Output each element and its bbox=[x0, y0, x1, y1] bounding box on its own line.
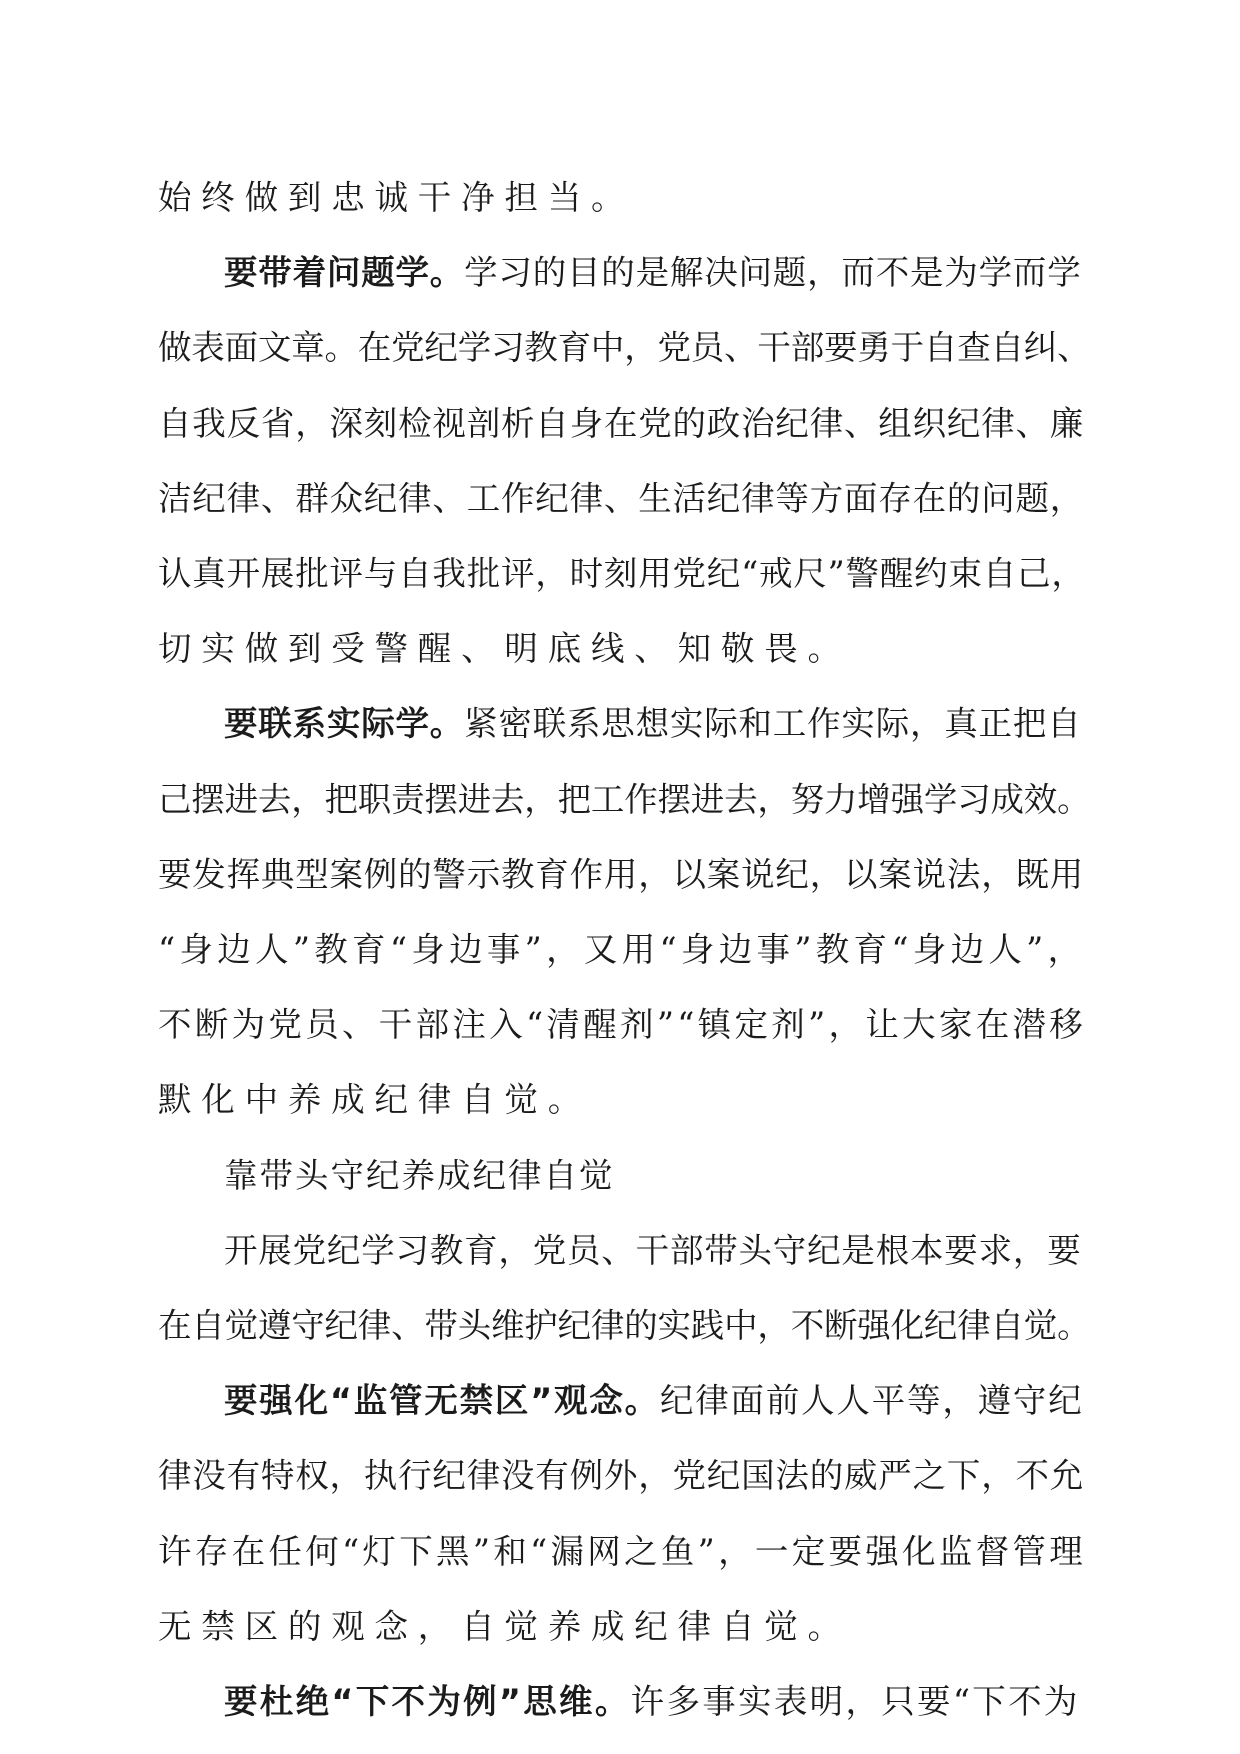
body-text-line: 默化中养成纪律自觉。 bbox=[158, 1080, 591, 1120]
body-text: 纪律面前人人平等，遵守纪 bbox=[659, 1381, 1084, 1421]
body-text-line: 要发挥典型案例的警示教育作用，以案说纪，以案说法，既用 bbox=[158, 854, 1085, 894]
body-text-line bbox=[224, 692, 1082, 756]
paragraph-lead-heading: 要联系实际学。 bbox=[224, 704, 465, 744]
body-text-line: 开展党纪学习教育，党员、干部带头守纪是根本要求，要 bbox=[224, 1230, 1082, 1270]
body-text-line: 不断为党员、干部注入“清醒剂”“镇定剂”，让大家在潜移 bbox=[158, 1005, 1087, 1045]
section-heading: 靠带头守纪养成纪律自觉 bbox=[224, 1155, 615, 1195]
body-text-line: 己摆进去，把职责摆进去，把工作摆进去，努力增强学习成效。 bbox=[158, 779, 1091, 819]
body-text-line bbox=[224, 241, 1082, 305]
body-text-line: 做表面文章。在党纪学习教育中，党员、干部要勇于自查自纠、 bbox=[158, 328, 1091, 368]
paragraph-lead-heading: 要强化“监管无禁区”观念。 bbox=[224, 1381, 660, 1421]
paragraph-lead-heading: 要带着问题学。 bbox=[224, 253, 465, 293]
body-text-line: “身边人”教育“身边事”，又用“身边事”教育“身边人”， bbox=[158, 930, 1086, 969]
body-text-line: 律没有特权，执行纪律没有例外，党纪国法的威严之下，不允 bbox=[158, 1456, 1085, 1496]
body-text-line: 切实做到受警醒、明底线、知敬畏。 bbox=[158, 629, 851, 669]
body-text: 许多事实表明，只要“下不为 bbox=[630, 1682, 1080, 1721]
body-text-line: 自我反省，深刻检视剖析自身在党的政治纪律、组织纪律、廉 bbox=[158, 403, 1085, 443]
body-text: 学习的目的是解决问题，而不是为学而学 bbox=[464, 253, 1082, 293]
body-text-line: 洁纪律、群众纪律、工作纪律、生活纪律等方面存在的问题， bbox=[158, 478, 1085, 518]
body-text: 紧密联系思想实际和工作实际，真正把自 bbox=[464, 704, 1082, 744]
body-text-line bbox=[224, 1670, 1080, 1734]
body-text-line: 许存在任何“灯下黑”和“漏网之鱼”，一定要强化监督管理 bbox=[158, 1531, 1087, 1571]
body-text-line: 无禁区的观念，自觉养成纪律自觉。 bbox=[158, 1606, 851, 1646]
body-text-line: 认真开展批评与自我批评，时刻用党纪“戒尺”警醒约束自己， bbox=[158, 554, 1086, 593]
body-text-line: 始终做到忠诚干净担当。 bbox=[158, 178, 635, 217]
paragraph-lead-heading: 要杜绝“下不为例”思维。 bbox=[224, 1682, 631, 1721]
body-text-line: 在自觉遵守纪律、带头维护纪律的实践中，不断强化纪律自觉。 bbox=[158, 1306, 1091, 1345]
body-text-line bbox=[224, 1369, 1084, 1433]
